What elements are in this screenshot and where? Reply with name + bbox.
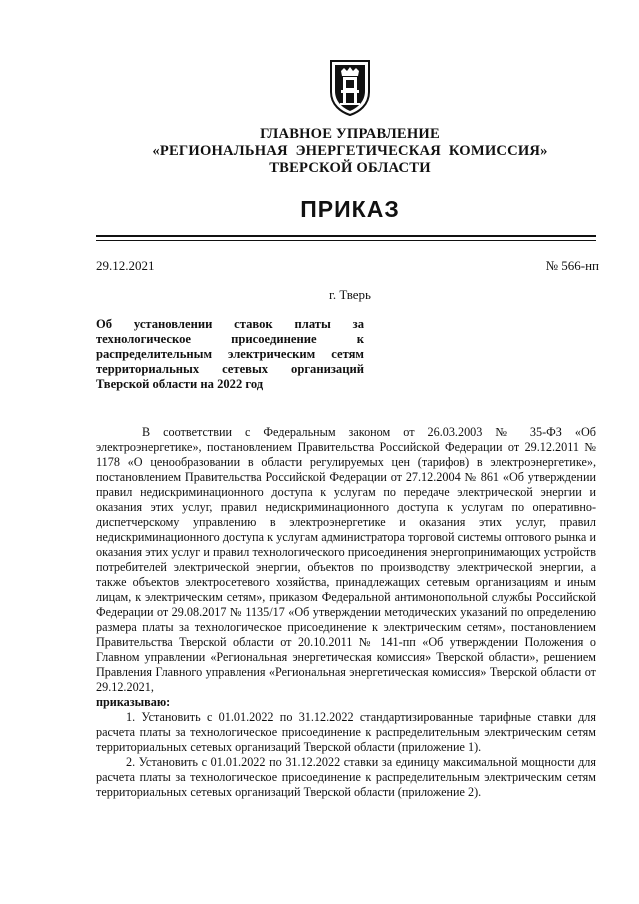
order-subject [96,317,364,392]
org-name-line: «РЕГИОНАЛЬНАЯ ЭНЕРГЕТИЧЕСКАЯ КОМИССИЯ» [152,143,548,159]
coat-of-arms-icon [328,58,372,116]
preamble-paragraph: В соответствии с Федеральным законом от 26.03.2003 № 35-ФЗ «Об электроэнергетике», постановлением Правительства Российской Федерации от 29.12.2011 № 1178 «О ценообразовании в области регулируемых цен (тарифов) в электроэнергетике», постановлением Правительства Российской Федерации от 27.12.2004 № 861 «Об утверждении правил недискриминационного доступа к услугам по передаче электрической энергии и оказания этих услуг, правил недискриминационного доступа к услугам по оперативно-диспетчерскому управлению в электроэнергетике и оказания этих услуг, правил недискриминационного доступа к услугам администратора торговой системы оптового рынка и оказания этих услуг и правил технологического присоединения энергопринимающих устройств потребителей электрической энергии, объектов по производству электрической энергии, а также объектов электросетевого хозяйства, принадлежащих сетевым организациям и иным лицам, к электрическим сетям», приказом Федеральной антимонопольной службы Российской Федерации от 29.08.2017 № 1135/17 «Об утверждении методических указаний по определению размера платы за технологическое присоединение к электрическим сетям», постановлением Правительства Тверской области от 20.10.2011 № 141-пп «Об утверждении Положения о Главном управлении «Региональная энергетическая комиссия» Тверской области», решением Правления Главного управления «Региональная энергетическая комиссия» Тверской области от 29.12.2021, [96,425,596,694]
document-title: ПРИКАЗ [300,196,400,222]
order-city: г. Тверь [329,287,371,302]
org-name-line: ГЛАВНОЕ УПРАВЛЕНИЕ [260,126,440,142]
subject-line: Об установлении ставок платы за [96,317,364,331]
order-date: 29.12.2021 [96,258,155,273]
subject-line: Тверской области на 2022 год [96,377,264,391]
order-body [96,425,596,800]
subject-line: территориальных сетевых организаций [96,362,364,376]
subject-line: распределительным электрическим сетям [96,347,364,361]
order-number: № 566-нп [545,258,599,273]
decree-word: приказываю: [96,695,171,709]
order-item: 1. Установить с 01.01.2022 по 31.12.2022 стандартизированные тарифные ставки для расчета платы за технологическое присоединение к распределительным электрическим сетям территориальных сетевых организаций Тверской области (приложение 1). [96,710,596,754]
header-divider-thick [96,235,596,237]
subject-line: технологическое присоединение к [96,332,364,346]
org-name-line: ТВЕРСКОЙ ОБЛАСТИ [269,160,431,176]
header-divider-thin [96,240,596,241]
order-item: 2. Установить с 01.01.2022 по 31.12.2022 ставки за единицу максимальной мощности для расчета платы за технологическое присоединение к распределительным электрическим сетям территориальных сетевых организаций Тверской области (приложение 2). [96,755,596,799]
